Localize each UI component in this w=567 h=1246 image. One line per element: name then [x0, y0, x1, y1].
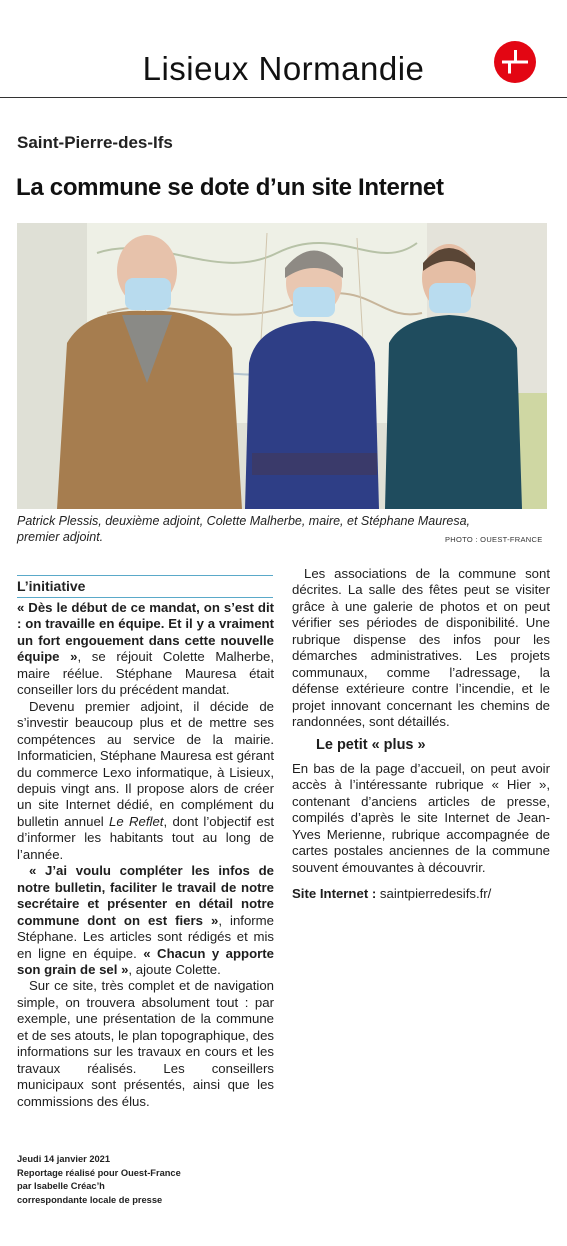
paragraph-2: Devenu premier adjoint, il décide de s’investir beaucoup plus et de mettre ses compétences au service de la mairie. Informaticien, Stéphane Mauresa est gérant du commerce Lexo informatique, à Lisieux, depuis vingt ans. Il propose alors de créer un site Internet dédié, en complément du bulletin annuel Le Reflet, dont l’objectif est d’informer les habitants tout au long de l’année. [17, 698, 274, 862]
bulletin-title: Le Reflet [109, 813, 164, 829]
quote: « J’ai voulu compléter les infos de notre bulletin, faciliter le travail de notre secrétaire et présenter en détail notre commune dont on est fiers » [17, 863, 274, 928]
footer-date: Jeudi 14 janvier 2021 [17, 1154, 111, 1164]
footer-line-2: Reportage réalisé pour Ouest-France [17, 1167, 181, 1178]
masthead-title: Lisieux Normandie [142, 50, 425, 87]
paragraph-3: « J’ai voulu compléter les infos de notre bulletin, faciliter le travail de notre secrétaire et présenter en détail notre commune dont on est fiers », informe Stéphane. Les articles sont rédigés et mis en ligne en équipe. « Chacun y apporte son grain de sel », ajoute Colette. [17, 863, 274, 977]
site-url: saintpierredesifs.fr/ [376, 886, 492, 902]
section-rubric: L’initiative [17, 575, 273, 598]
footer-line-4: correspondante locale de presse [17, 1194, 163, 1205]
caption-line-1: Patrick Plessis, deuxième adjoint, Colette Malherbe, maire, et Stéphane Mauresa, [17, 514, 471, 528]
article-kicker: Saint-Pierre-des-Ifs [17, 133, 173, 152]
photo-credit: PHOTO : OUEST-FRANCE [445, 535, 543, 544]
quote: « Dès le début de ce mandat, on s’est dit : on travaille en équipe. Et il y a vraiment un fort engouement dans cette nouvelle équipe » [17, 600, 274, 665]
paragraph-6: En bas de la page d’accueil, on peut avoir accès à l’intéressante rubrique « Hier », contenant d’anciens articles de presse, compilés d’après le site Internet de Jean-Yves Merienne, rubrique accompagnée de cartes postales anciennes de la commune souvent émouvantes à découvrir. [292, 760, 550, 875]
paragraph-1: « Dès le début de ce mandat, on s’est dit : on travaille en équipe. Et il y a vraiment un fort engouement dans cette nouvelle équipe », se réjouit Colette Malherbe, maire réélue. Stéphane Mauresa était conseiller lors du précédent mandat. [17, 600, 274, 698]
article-headline: La commune se dote d’un site Internet [16, 174, 444, 201]
article-column-2 [292, 566, 550, 903]
newspaper-logo-icon [494, 41, 536, 83]
footer-line-3: par Isabelle Créac’h [17, 1181, 105, 1191]
footer-credits [17, 1153, 181, 1207]
paragraph-4: Sur ce site, très complet et de navigation simple, on trouvera absolument tout : par exemple, une présentation de la commune et de ses atouts, le plan topographique, des informations sur les travaux en cours et les travaux réalisés. Les conseillers municipaux sont présentés, ainsi que les commissions des élus. [17, 978, 274, 1109]
masthead [0, 0, 567, 100]
paragraph-5: Les associations de la commune sont décrites. La salle des fêtes peut se visiter grâce à une galerie de photos et on peut vérifier ses périodes de disponibilité. Une rubrique dispense des infos pour les démarches administratives. Les projets communaux, comme l’adressage, la défense extérieure contre l’incendie, et le projet innovant concernant les chemins de randonnées, sont détaillés. [292, 566, 550, 730]
article-column-1 [17, 600, 274, 1110]
article-photo [17, 223, 547, 509]
subhead: Le petit « plus » [316, 736, 426, 753]
site-line [292, 886, 550, 902]
site-label: Site Internet : [292, 886, 377, 902]
masthead-rule [0, 97, 567, 98]
quote: « Chacun y apporte son grain de sel » [17, 945, 274, 977]
caption-line-2: premier adjoint. [17, 530, 104, 544]
